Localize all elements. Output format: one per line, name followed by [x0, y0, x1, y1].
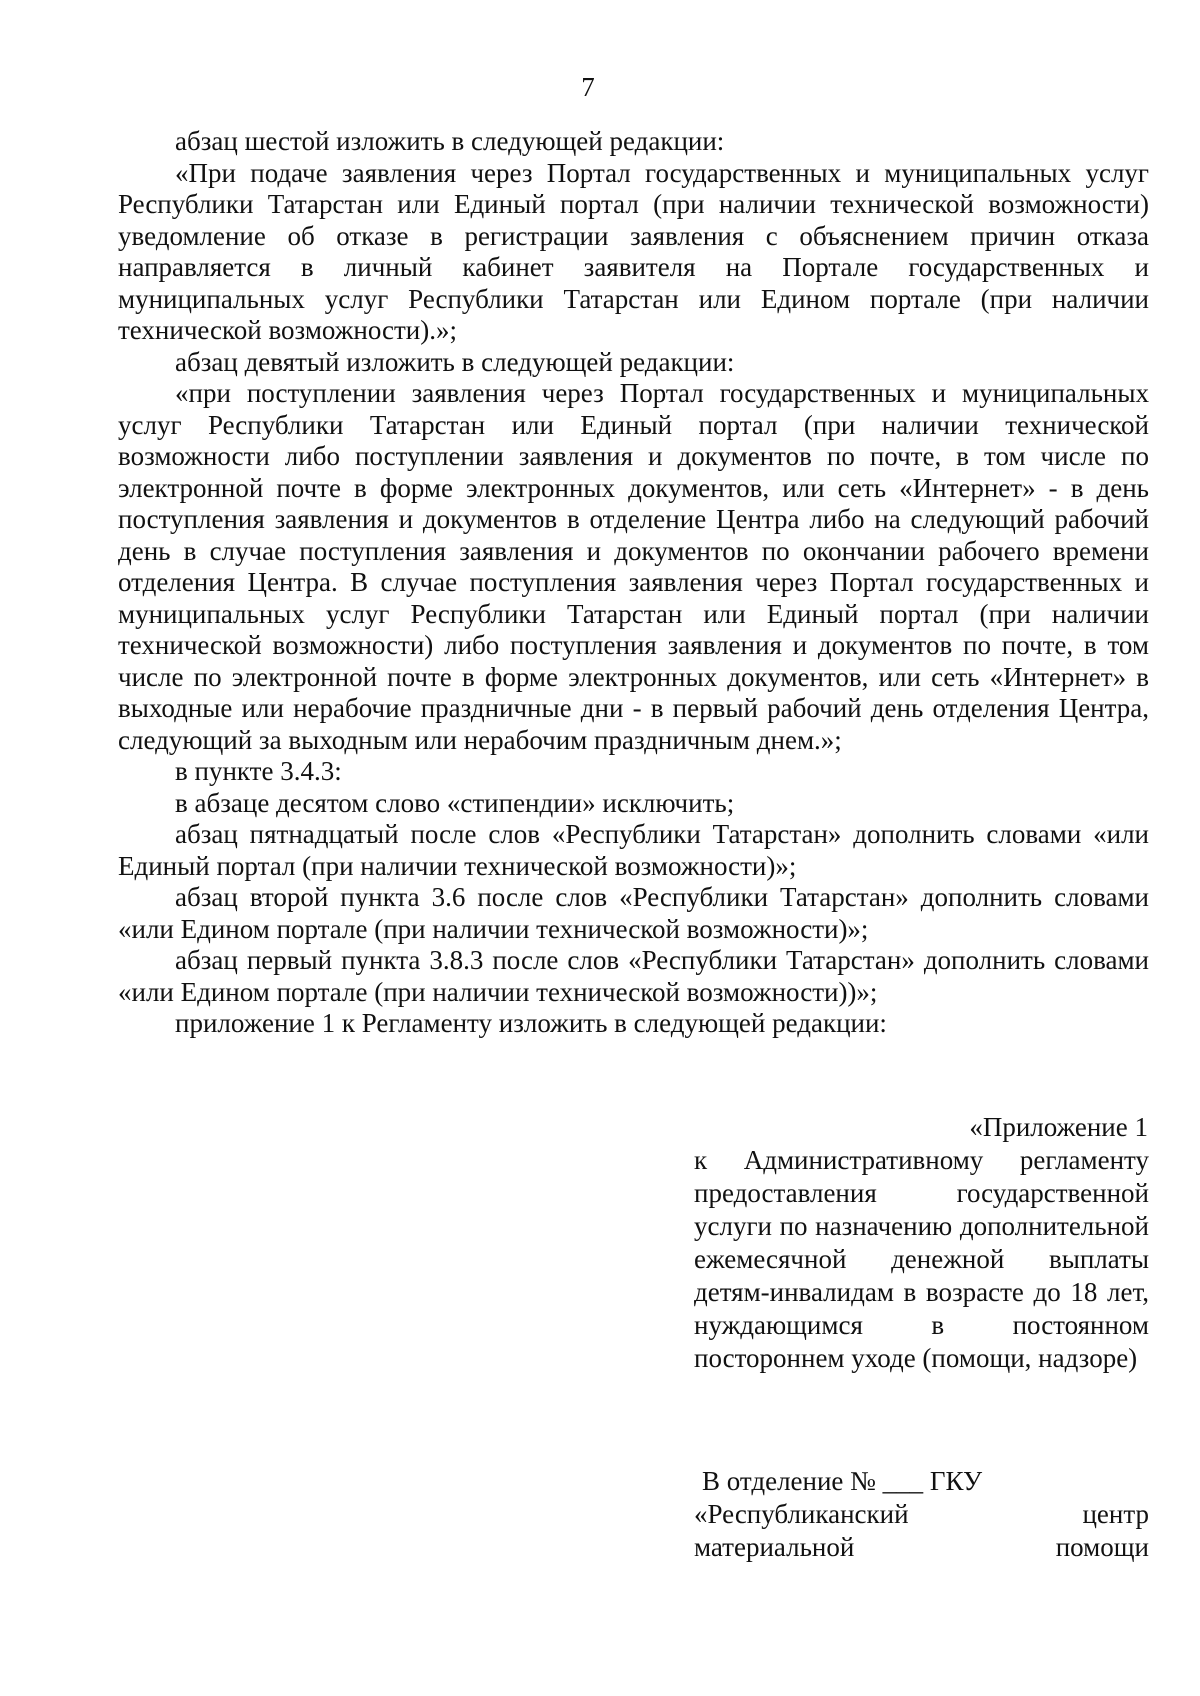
addressee-block: [694, 1465, 1149, 1564]
paragraph: «При подаче заявления через Портал государственных и муниципальных услуг Республики Татарстан или Единый портал (при наличии технической возможности) уведомление об отказе в регистрации заявления с объяснением причин отказа направляется в личный кабинет заявителя на Портале государственных и муниципальных услуг Республики Татарстан или Едином портале (при наличии технической возможности).»;: [118, 157, 1149, 345]
paragraph: абзац второй пункта 3.6 после слов «Республики Татарстан» дополнить словами «или Едином портале (при наличии технической возможности)»;: [118, 882, 1149, 944]
addressee-line: [694, 1531, 1149, 1564]
body-text: [118, 126, 1149, 1040]
appendix-caption: [694, 1144, 1149, 1375]
appendix-title: «Приложение 1: [969, 1112, 1148, 1142]
addressee-department: В отделение № ___ ГКУ: [702, 1466, 983, 1496]
addressee-text: помощи: [1055, 1532, 1149, 1562]
paragraph: абзац шестой изложить в следующей редакции:: [175, 126, 725, 156]
paragraph: в пункте 3.4.3:: [175, 756, 342, 786]
paragraph: приложение 1 к Регламенту изложить в следующей редакции:: [175, 1008, 887, 1038]
addressee-line: [694, 1498, 1149, 1531]
addressee-text: материальной: [694, 1532, 855, 1562]
paragraph: абзац девятый изложить в следующей редакции:: [175, 346, 735, 377]
paragraph: абзац первый пункта 3.8.3 после слов «Республики Татарстан» дополнить словами «или Едином портале (при наличии технической возможности))»;: [118, 945, 1149, 1007]
paragraph: абзац пятнадцатый после слов «Республики Татарстан» дополнить словами «или Единый портал (при наличии технической возможности)»;: [118, 819, 1149, 881]
paragraph: «при поступлении заявления через Портал государственных и муниципальных услуг Республики Татарстан или Единый портал (при наличии технической возможности либо поступлении заявления и документов по почте, в том числе по электронной почте в форме электронных документов, или сеть «Интернет» - в день поступления заявления и документов в отделение Центра либо на следующий рабочий день в случае поступления заявления и документов по окончании рабочего времени отделения Центра. В случае поступления заявления через Портал государственных и муниципальных услуг Республики Татарстан или Единый портал (при наличии технической возможности) либо поступления заявления и документов по почте, в том числе по электронной почте в форме электронных документов, или сеть «Интернет» в выходные или нерабочие праздничные дни - в первый рабочий день отделения Центра, следующий за выходным или нерабочим праздничным днем.»;: [118, 378, 1149, 755]
addressee-text: центр: [1082, 1499, 1149, 1529]
paragraph: в абзаце десятом слово «стипендии» исключить;: [175, 787, 735, 818]
addressee-line: [694, 1465, 1149, 1498]
addressee-text: «Республиканский: [694, 1499, 909, 1529]
page-number: 7: [581, 72, 595, 102]
appendix-text: к Административному регламенту предоставления государственной услуги по назначению дополнительной ежемесячной денежной выплаты детям-инвалидам в возрасте до 18 лет, нуждающимся в постоянном постороннем уходе (помощи, надзоре): [694, 1145, 1149, 1373]
